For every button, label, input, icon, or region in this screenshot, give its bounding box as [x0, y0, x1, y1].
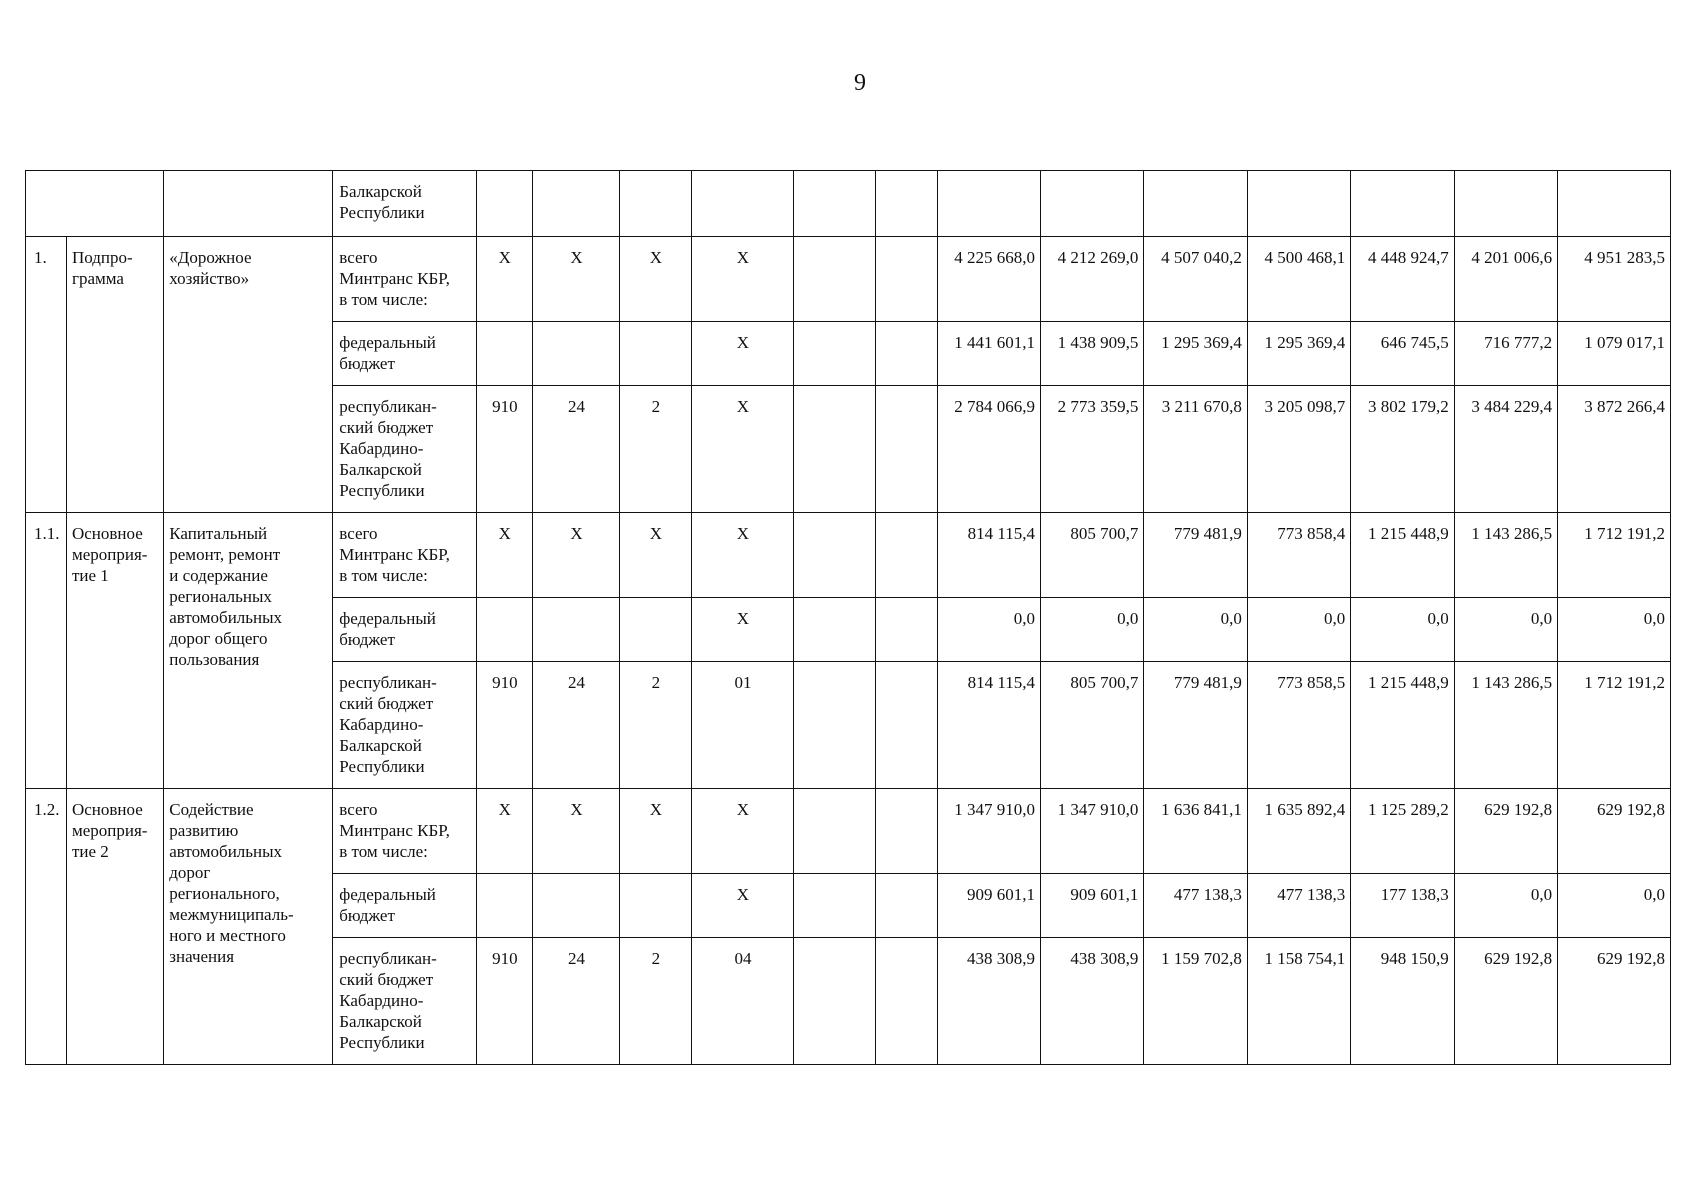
empty-cell: [876, 386, 937, 513]
empty-cell: [876, 874, 937, 938]
source-cell: республикан- ский бюджет Кабардино- Балкарской Республики: [333, 386, 476, 513]
csr-cell: X: [691, 386, 793, 513]
amount-cell: 4 507 040,2: [1144, 237, 1247, 322]
amount-cell: 3 484 229,4: [1454, 386, 1557, 513]
amount-cell: 773 858,4: [1247, 513, 1350, 598]
amount-cell: 909 601,1: [937, 874, 1040, 938]
empty-cell: [876, 789, 937, 874]
amount-cell: 716 777,2: [1454, 322, 1557, 386]
amount-cell: 646 745,5: [1351, 322, 1454, 386]
empty-cell: [794, 322, 876, 386]
item-type-cell: Подпро- грамма: [66, 237, 163, 513]
amount-cell: 629 192,8: [1454, 789, 1557, 874]
amount-cell: 1 712 191,2: [1558, 662, 1671, 789]
pr-cell: 2: [620, 662, 692, 789]
item-name-cell: Капитальный ремонт, ремонт и содержание региональных автомобильных дорог общего пользования: [164, 513, 333, 789]
amount-cell: 805 700,7: [1040, 513, 1143, 598]
table-row: [26, 237, 1671, 322]
rz-cell: 24: [532, 386, 619, 513]
empty-cell: [794, 237, 876, 322]
amount-cell: 1 079 017,1: [1558, 322, 1671, 386]
amount-cell: 909 601,1: [1040, 874, 1143, 938]
source-cell: всего Минтранс КБР, в том числе:: [333, 237, 476, 322]
amount-cell: 4 448 924,7: [1351, 237, 1454, 322]
source-cell: республикан- ский бюджет Кабардино- Балкарской Республики: [333, 938, 476, 1065]
source-cell: всего Минтранс КБР, в том числе:: [333, 789, 476, 874]
amount-cell: 3 802 179,2: [1351, 386, 1454, 513]
amount-cell: 1 143 286,5: [1454, 662, 1557, 789]
rz-cell: X: [532, 513, 619, 598]
amount-cell: 1 215 448,9: [1351, 513, 1454, 598]
amount-cell: 1 438 909,5: [1040, 322, 1143, 386]
pr-cell: [620, 322, 692, 386]
amount-cell: 4 951 283,5: [1558, 237, 1671, 322]
source-cell: федеральный бюджет: [333, 598, 476, 662]
csr-cell: X: [691, 874, 793, 938]
amount-cell: 805 700,7: [1040, 662, 1143, 789]
amount-cell: 814 115,4: [937, 513, 1040, 598]
amount-cell: 438 308,9: [937, 938, 1040, 1065]
amount-cell: 4 212 269,0: [1040, 237, 1143, 322]
amount-cell: 3 211 670,8: [1144, 386, 1247, 513]
amount-cell: 1 215 448,9: [1351, 662, 1454, 789]
csr-cell: 01: [691, 662, 793, 789]
empty-cell: [26, 171, 164, 237]
item-number-cell: 1.2.: [26, 789, 67, 1065]
empty-cell: [164, 171, 333, 237]
amount-cell: 1 441 601,1: [937, 322, 1040, 386]
amount-cell: 0,0: [1144, 598, 1247, 662]
item-number-cell: 1.1.: [26, 513, 67, 789]
table-row: [26, 789, 1671, 874]
amount-cell: 1 158 754,1: [1247, 938, 1350, 1065]
amount-cell: 4 201 006,6: [1454, 237, 1557, 322]
pr-cell: 2: [620, 938, 692, 1065]
grbs-cell: X: [476, 513, 532, 598]
continuation-row: [26, 171, 1671, 237]
amount-cell: 629 192,8: [1558, 789, 1671, 874]
item-name-cell: Содействие развитию автомобильных дорог регионального, межмуниципаль- ного и местного значения: [164, 789, 333, 1065]
amount-cell: 1 143 286,5: [1454, 513, 1557, 598]
pr-cell: X: [620, 513, 692, 598]
grbs-cell: 910: [476, 662, 532, 789]
empty-cell: [794, 513, 876, 598]
rz-cell: X: [532, 789, 619, 874]
rz-cell: [532, 874, 619, 938]
amount-cell: 779 481,9: [1144, 513, 1247, 598]
empty-cell: [876, 938, 937, 1065]
amount-cell: 0,0: [1558, 874, 1671, 938]
amount-cell: 779 481,9: [1144, 662, 1247, 789]
amount-cell: 438 308,9: [1040, 938, 1143, 1065]
csr-cell: X: [691, 322, 793, 386]
amount-cell: 4 500 468,1: [1247, 237, 1350, 322]
rz-cell: 24: [532, 662, 619, 789]
source-cell: Балкарской Республики: [333, 171, 476, 237]
amount-cell: 0,0: [1247, 598, 1350, 662]
grbs-cell: X: [476, 237, 532, 322]
csr-cell: X: [691, 513, 793, 598]
source-cell: федеральный бюджет: [333, 874, 476, 938]
amount-cell: 0,0: [1351, 598, 1454, 662]
item-type-cell: Основное мероприя- тие 2: [66, 789, 163, 1065]
pr-cell: X: [620, 237, 692, 322]
source-cell: республикан- ский бюджет Кабардино- Балкарской Республики: [333, 662, 476, 789]
pr-cell: 2: [620, 386, 692, 513]
amount-cell: 477 138,3: [1144, 874, 1247, 938]
amount-cell: 0,0: [1040, 598, 1143, 662]
amount-cell: 1 347 910,0: [1040, 789, 1143, 874]
amount-cell: 3 205 098,7: [1247, 386, 1350, 513]
empty-cell: [794, 874, 876, 938]
page-number: 9: [854, 70, 866, 96]
empty-cell: [794, 789, 876, 874]
grbs-cell: [476, 874, 532, 938]
amount-cell: 1 636 841,1: [1144, 789, 1247, 874]
amount-cell: 773 858,5: [1247, 662, 1350, 789]
amount-cell: 477 138,3: [1247, 874, 1350, 938]
amount-cell: 177 138,3: [1351, 874, 1454, 938]
amount-cell: 948 150,9: [1351, 938, 1454, 1065]
empty-cell: [876, 598, 937, 662]
amount-cell: 1 159 702,8: [1144, 938, 1247, 1065]
csr-cell: X: [691, 598, 793, 662]
amount-cell: 0,0: [1454, 598, 1557, 662]
pr-cell: X: [620, 789, 692, 874]
empty-cell: [876, 513, 937, 598]
amount-cell: 2 773 359,5: [1040, 386, 1143, 513]
item-number-cell: 1.: [26, 237, 67, 513]
amount-cell: 814 115,4: [937, 662, 1040, 789]
source-cell: всего Минтранс КБР, в том числе:: [333, 513, 476, 598]
rz-cell: [532, 322, 619, 386]
amount-cell: 1 125 289,2: [1351, 789, 1454, 874]
rz-cell: 24: [532, 938, 619, 1065]
csr-cell: X: [691, 237, 793, 322]
table-row: [26, 513, 1671, 598]
empty-cell: [794, 386, 876, 513]
empty-cell: [794, 938, 876, 1065]
grbs-cell: X: [476, 789, 532, 874]
amount-cell: 0,0: [1454, 874, 1557, 938]
rz-cell: [532, 598, 619, 662]
grbs-cell: [476, 322, 532, 386]
amount-cell: 3 872 266,4: [1558, 386, 1671, 513]
amount-cell: 2 784 066,9: [937, 386, 1040, 513]
rz-cell: X: [532, 237, 619, 322]
grbs-cell: [476, 598, 532, 662]
amount-cell: 1 295 369,4: [1144, 322, 1247, 386]
amount-cell: 0,0: [937, 598, 1040, 662]
amount-cell: 1 347 910,0: [937, 789, 1040, 874]
empty-cell: [876, 237, 937, 322]
grbs-cell: 910: [476, 938, 532, 1065]
amount-cell: 629 192,8: [1454, 938, 1557, 1065]
amount-cell: 0,0: [1558, 598, 1671, 662]
pr-cell: [620, 598, 692, 662]
amount-cell: 1 712 191,2: [1558, 513, 1671, 598]
budget-table: [25, 170, 1671, 1065]
empty-cell: [794, 662, 876, 789]
amount-cell: 4 225 668,0: [937, 237, 1040, 322]
csr-cell: 04: [691, 938, 793, 1065]
amount-cell: 629 192,8: [1558, 938, 1671, 1065]
empty-cell: [876, 662, 937, 789]
empty-cell: [794, 598, 876, 662]
empty-cell: [876, 322, 937, 386]
pr-cell: [620, 874, 692, 938]
item-type-cell: Основное мероприя- тие 1: [66, 513, 163, 789]
grbs-cell: 910: [476, 386, 532, 513]
source-cell: федеральный бюджет: [333, 322, 476, 386]
item-name-cell: «Дорожное хозяйство»: [164, 237, 333, 513]
amount-cell: 1 295 369,4: [1247, 322, 1350, 386]
amount-cell: 1 635 892,4: [1247, 789, 1350, 874]
csr-cell: X: [691, 789, 793, 874]
table-body: [26, 171, 1671, 1065]
